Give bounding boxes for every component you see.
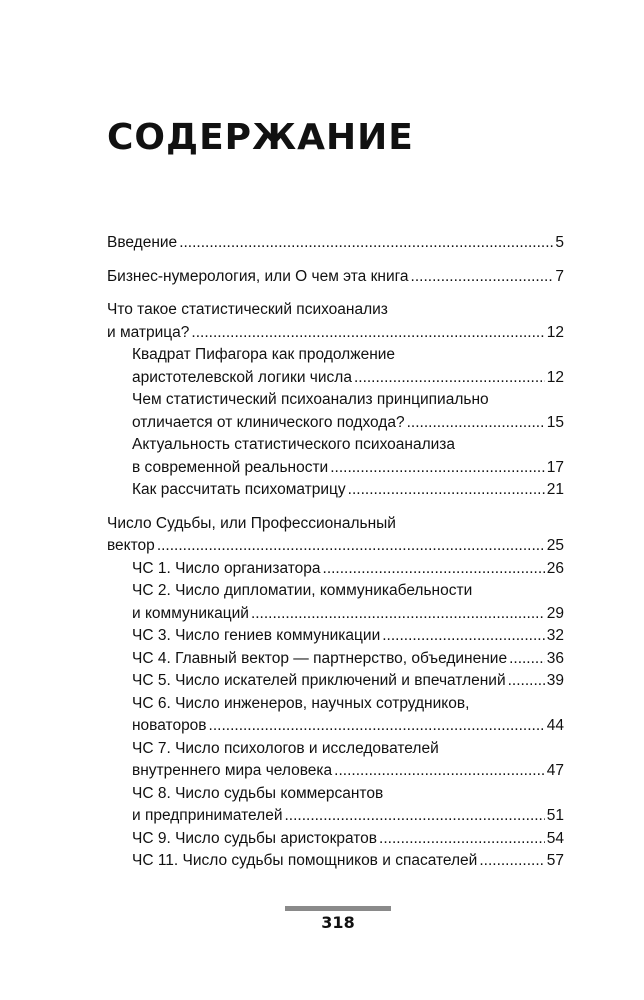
toc-page-number: 12 bbox=[546, 368, 564, 386]
toc-entry-last-line bbox=[107, 670, 564, 693]
dot-leader bbox=[509, 648, 545, 671]
toc-entry-title: вектор bbox=[107, 537, 155, 554]
toc-entry-title: Как рассчитать психоматрицу bbox=[132, 481, 346, 498]
dot-leader bbox=[179, 232, 553, 255]
dot-leader bbox=[209, 715, 545, 738]
footer-rule bbox=[285, 906, 391, 911]
toc-entry bbox=[107, 389, 564, 434]
toc-entry-title: внутреннего мира человека bbox=[132, 762, 333, 779]
toc-page-number: 29 bbox=[546, 604, 564, 622]
toc-entry-title: аристотелевской логики числа bbox=[132, 368, 352, 386]
toc-entry-last-line bbox=[107, 367, 564, 390]
toc-entry-last-line bbox=[107, 715, 564, 738]
toc-page-number: 15 bbox=[546, 413, 564, 431]
toc-entry-last-line bbox=[107, 412, 564, 435]
toc-page-number: 47 bbox=[546, 762, 564, 779]
toc-entry bbox=[107, 479, 564, 502]
toc-entry-title: и матрица? bbox=[107, 323, 190, 341]
toc-page-number: 17 bbox=[546, 458, 564, 476]
toc-entry-last-line bbox=[107, 850, 564, 873]
toc-entry bbox=[107, 625, 564, 648]
toc-entry-line: Чем статистический психоанализ принципиально bbox=[132, 391, 489, 408]
dot-leader bbox=[508, 670, 545, 693]
toc-entry-last-line bbox=[107, 266, 564, 289]
toc-entry bbox=[107, 850, 564, 873]
dot-leader bbox=[354, 367, 545, 390]
toc-entry-title: ЧС 1. Число организатора bbox=[132, 559, 321, 577]
toc-entry bbox=[107, 344, 564, 389]
toc-entry-title: ЧС 4. Главный вектор — партнерство, объединение bbox=[132, 649, 508, 667]
toc-page-number: 7 bbox=[555, 267, 564, 285]
dot-leader bbox=[323, 558, 545, 581]
toc-entry-title: Бизнес-нумерология, или О чем эта книга bbox=[107, 267, 409, 285]
toc-page-number: 26 bbox=[546, 559, 564, 577]
toc-entry bbox=[107, 299, 564, 344]
dot-leader bbox=[382, 625, 545, 648]
toc-page-number: 36 bbox=[546, 649, 564, 667]
toc-entry-line: Число Судьбы, или Профессиональный bbox=[107, 514, 396, 532]
toc-entry-line: ЧС 8. Число судьбы коммерсантов bbox=[132, 784, 384, 802]
toc-entry bbox=[107, 670, 564, 693]
page-number: 318 bbox=[321, 913, 355, 932]
toc-entry-title: новаторов bbox=[132, 717, 207, 734]
dot-leader bbox=[348, 479, 545, 502]
toc-entry-line: Актуальность статистического психоанализа bbox=[132, 436, 456, 453]
toc-page-number: 51 bbox=[546, 807, 564, 824]
toc-page-number: 25 bbox=[546, 537, 564, 554]
toc-entry-last-line bbox=[107, 603, 564, 626]
toc-entry-title: ЧС 3. Число гениев коммуникации bbox=[132, 627, 381, 644]
toc-entry-last-line bbox=[107, 648, 564, 671]
toc-page-number: 44 bbox=[546, 717, 564, 734]
dot-leader bbox=[411, 266, 554, 289]
toc-entry-line: Что такое статистический психоанализ bbox=[107, 301, 388, 318]
toc-page-number: 57 bbox=[546, 852, 564, 869]
toc-entry-title: Введение bbox=[107, 234, 178, 251]
dot-leader bbox=[191, 322, 544, 345]
toc-entry-last-line bbox=[107, 760, 564, 783]
dot-leader bbox=[284, 805, 544, 828]
toc-entry-last-line bbox=[107, 232, 564, 255]
toc-page-number: 12 bbox=[546, 323, 564, 341]
toc-entry bbox=[107, 513, 564, 558]
toc-page-number: 39 bbox=[546, 672, 564, 689]
toc-entry-last-line bbox=[107, 457, 564, 480]
toc-entry bbox=[107, 828, 564, 851]
toc-entry-last-line bbox=[107, 479, 564, 502]
toc-entry-line: ЧС 6. Число инженеров, научных сотрудников, bbox=[132, 694, 470, 712]
toc-entry-last-line bbox=[107, 535, 564, 558]
toc-entry bbox=[107, 232, 564, 255]
toc-entry-line: ЧС 2. Число дипломатии, коммуникабельности bbox=[132, 582, 473, 599]
toc-entry-last-line bbox=[107, 322, 564, 345]
toc-page-number: 54 bbox=[546, 829, 564, 847]
toc-entry bbox=[107, 738, 564, 783]
toc-entry bbox=[107, 693, 564, 738]
toc-page-number: 21 bbox=[546, 481, 564, 498]
toc-entry-title: в современной реальности bbox=[132, 458, 329, 476]
dot-leader bbox=[379, 828, 545, 851]
toc-entry-last-line bbox=[107, 805, 564, 828]
dot-leader bbox=[157, 535, 545, 558]
toc-entry-title: и коммуникаций bbox=[132, 604, 249, 622]
dot-leader bbox=[407, 412, 545, 435]
dot-leader bbox=[251, 603, 545, 626]
toc-entry bbox=[107, 266, 564, 289]
toc-entry bbox=[107, 558, 564, 581]
toc-entry-last-line bbox=[107, 828, 564, 851]
toc-entry bbox=[107, 648, 564, 671]
toc-entry-title: ЧС 11. Число судьбы помощников и спасателей bbox=[132, 852, 478, 869]
dot-leader bbox=[479, 850, 544, 873]
toc-entry-title: и предпринимателей bbox=[132, 807, 283, 824]
page-title: СОДЕРЖАНИЕ bbox=[107, 117, 414, 158]
toc-entry-line: ЧС 7. Число психологов и исследователей bbox=[132, 739, 439, 757]
toc-entry-last-line bbox=[107, 558, 564, 581]
toc-entry bbox=[107, 434, 564, 479]
toc-page-number: 32 bbox=[546, 627, 564, 644]
toc-entry-last-line bbox=[107, 625, 564, 648]
toc-entry-title: отличается от клинического подхода? bbox=[132, 413, 405, 431]
table-of-contents bbox=[107, 232, 564, 873]
toc-entry-line: Квадрат Пифагора как продолжение bbox=[132, 346, 396, 363]
toc-entry-title: ЧС 9. Число судьбы аристократов bbox=[132, 829, 378, 847]
dot-leader bbox=[330, 457, 545, 480]
toc-entry bbox=[107, 783, 564, 828]
toc-entry-title: ЧС 5. Число искателей приключений и впечатлений bbox=[132, 672, 506, 689]
toc-page-number: 5 bbox=[555, 234, 564, 251]
toc-entry bbox=[107, 580, 564, 625]
dot-leader bbox=[334, 760, 545, 783]
